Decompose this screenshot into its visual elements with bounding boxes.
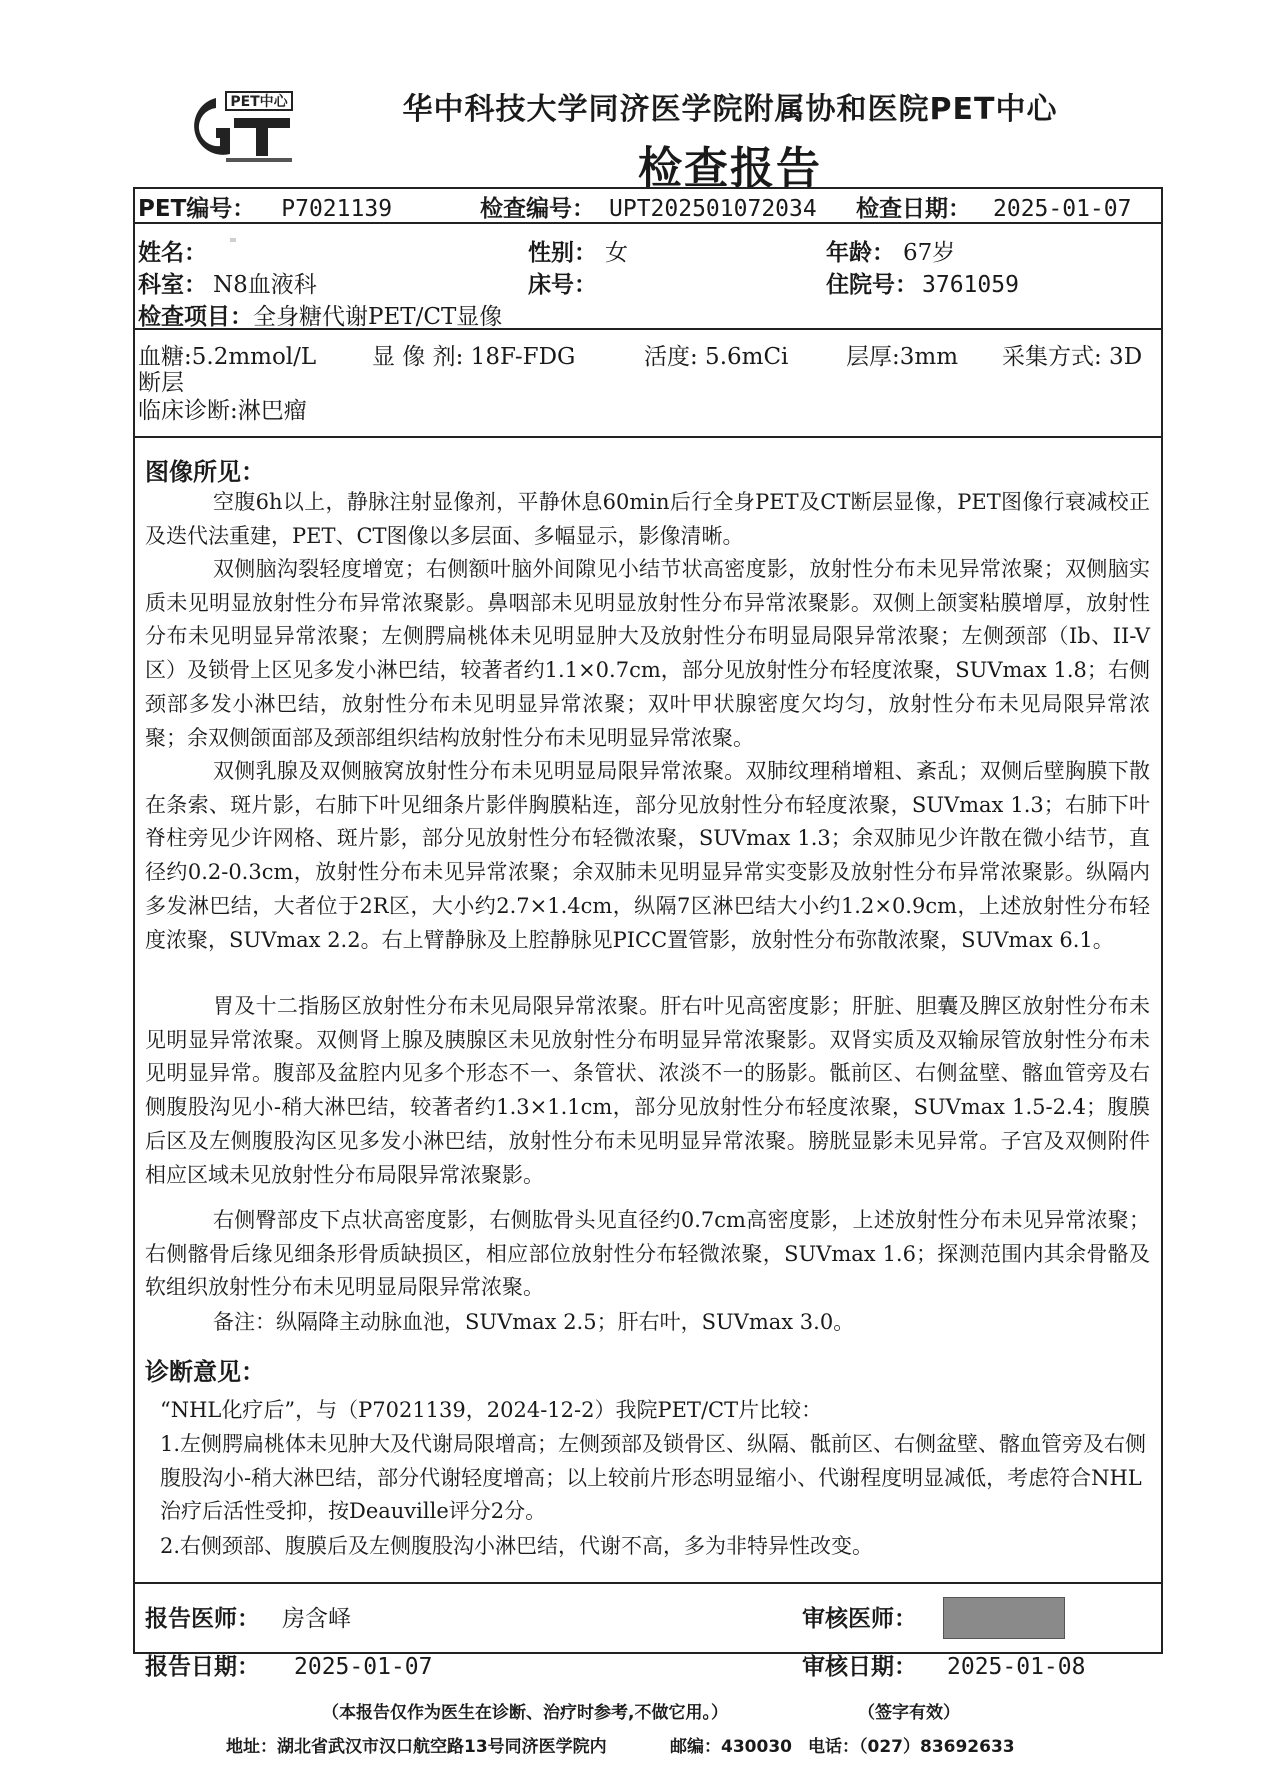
review-date: 审核日期： 2025-01-08 [802,1654,1086,1680]
phone: 电话：（027）83692633 [808,1737,1015,1757]
redacted-mark [230,238,236,242]
address: 地址：湖北省武汉市汉口航空路13号同济医学院内 [226,1737,607,1757]
exam-number: 检查编号： UPT202501072034 [480,196,817,222]
blood-glucose: 血糖:5.2mmol/L [138,344,317,370]
report-title: 检查报告 [638,143,822,194]
pet-number: PET编号： P7021139 [138,196,393,222]
findings-heading: 图像所见： [145,458,265,486]
admission-number: 住院号： 3761059 [826,272,1019,298]
logo-text: PET中心 [230,94,288,110]
reviewer-signature-stamp [943,1597,1065,1639]
patient-name: 姓名： [138,240,207,266]
acquisition-mode-cont: 断层 [138,370,184,396]
patient-age: 年龄： 67岁 [826,240,956,266]
slice-thickness: 层厚:3mm [846,344,959,370]
bed-number: 床号： [528,272,597,298]
diagnosis-heading: 诊断意见： [145,1358,265,1386]
clinical-diagnosis: 临床诊断:淋巴瘤 [138,398,307,424]
signature-valid-note: （签字有效） [858,1703,960,1723]
acquisition-mode: 采集方式: 3D [1002,344,1143,370]
divider [133,436,1163,438]
disclaimer-note: （本报告仅作为医生在诊断、治疗时参考,不做它用。） [322,1703,728,1723]
postcode: 邮编：430030 [670,1737,792,1757]
reviewing-physician: 审核医师： [802,1606,917,1632]
pet-center-logo [186,88,298,166]
department: 科室： N8血液科 [138,272,317,298]
exam-item: 检查项目：全身糖代谢PET/CT显像 [138,304,503,330]
imaging-agent: 显 像 剂: 18F-FDG [372,344,576,370]
findings-paragraph: 双侧乳腺及双侧腋窝放射性分布未见明显局限异常浓聚。双肺纹理稍增粗、紊乱；双侧后壁胸膜下散在条索、斑片影，右肺下叶见细条片影伴胸膜粘连，部分见放射性分布轻度浓聚，SUVmax 1.3；右肺下叶脊柱旁见少许网格、斑片影，部分见放射性分布轻微浓聚，SUVmax 1.3；余双肺见少许散在微小结节，直径约0.2-0.3cm，放射性分布未见异常浓聚；余双肺未见明显异常实变影及放射性分布异常浓聚影。纵隔内多发淋巴结，大者位于2R区，大小约2.7×1.4cm，纵隔7区淋巴结大小约1.2×0.9cm，上述放射性分布轻度浓聚，SUVmax 2.2。右上臂静脉及上腔静脉见PICC置管影，放射性分布弥散浓聚，SUVmax 6.1。 [145,759,1150,952]
diagnosis-item: 1.左侧腭扁桃体未见肿大及代谢局限增高；左侧颈部及锁骨区、纵隔、骶前区、右侧盆壁、髂血管旁及右侧腹股沟小-稍大淋巴结，部分代谢轻度增高；以上较前片形态明显缩小、代谢程度明显减低，考虑符合NHL治疗后活性受抑，按Deauville评分2分。 [160,1432,1147,1524]
patient-gender: 性别： 女 [528,240,628,266]
findings-paragraph: 右侧臀部皮下点状高密度影，右侧肱骨头见直径约0.7cm高密度影，上述放射性分布未见异常浓聚；右侧髂骨后缘见细条形骨质缺损区，相应部位放射性分布轻微浓聚，SUVmax 1.6；探测范围内其余骨骼及软组织放射性分布未见明显局限异常浓聚。 [145,1208,1150,1300]
divider [133,1582,1163,1584]
activity: 活度: 5.6mCi [644,344,789,370]
exam-date: 检查日期： 2025-01-07 [856,196,1132,222]
findings-paragraph: 双侧脑沟裂轻度增宽；右侧额叶脑外间隙见小结节状高密度影，放射性分布未见异常浓聚；双侧脑实质未见明显放射性分布异常浓聚影。鼻咽部未见明显放射性分布异常浓聚影。双侧上颌窦粘膜增厚，放射性分布未见明显异常浓聚；左侧腭扁桃体未见明显肿大及放射性分布明显局限异常浓聚；左侧颈部（Ib、II-V区）及锁骨上区见多发小淋巴结，较著者约1.1×0.7cm，部分见放射性分布轻度浓聚，SUVmax 1.8；右侧颈部多发小淋巴结，放射性分布未见明显异常浓聚；双叶甲状腺密度欠均匀，放射性分布未见局限异常浓聚；余双侧颌面部及颈部组织结构放射性分布未见明显异常浓聚。 [145,557,1150,750]
reporting-physician: 报告医师： 房含峄 [145,1606,351,1632]
diagnosis-item: 2.右侧颈部、腹膜后及左侧腹股沟小淋巴结，代谢不高，多为非特异性改变。 [160,1534,874,1558]
findings-paragraph: 空腹6h以上，静脉注射显像剂，平静休息60min后行全身PET及CT断层显像，PET图像行衰减校正及迭代法重建，PET、CT图像以多层面、多幅显示，影像清晰。 [145,490,1150,548]
findings-paragraph: 胃及十二指肠区放射性分布未见局限异常浓聚。肝右叶见高密度影；肝脏、胆囊及脾区放射性分布未见明显异常浓聚。双侧肾上腺及胰腺区未见放射性分布明显异常浓聚影。双肾实质及双输尿管放射性分布未见明显异常。腹部及盆腔内见多个形态不一、条管状、浓淡不一的肠影。骶前区、右侧盆壁、髂血管旁及右侧腹股沟见小-稍大淋巴结，较著者约1.3×1.1cm，部分见放射性分布轻度浓聚，SUVmax 1.5-2.4；腹膜后区及左侧腹股沟区见多发小淋巴结，放射性分布未见明显异常浓聚。膀胱显影未见异常。子宫及双侧附件相应区域未见放射性分布局限异常浓聚影。 [145,994,1150,1187]
hospital-name: 华中科技大学同济医学院附属协和医院PET中心 [402,92,1058,127]
report-date: 报告日期： 2025-01-07 [145,1654,433,1680]
diagnosis-intro: “NHL化疗后”，与（P7021139，2024-12-2）我院PET/CT片比较： [160,1398,823,1422]
findings-note: 备注：纵隔降主动脉血池，SUVmax 2.5；肝右叶，SUVmax 3.0。 [213,1310,855,1334]
